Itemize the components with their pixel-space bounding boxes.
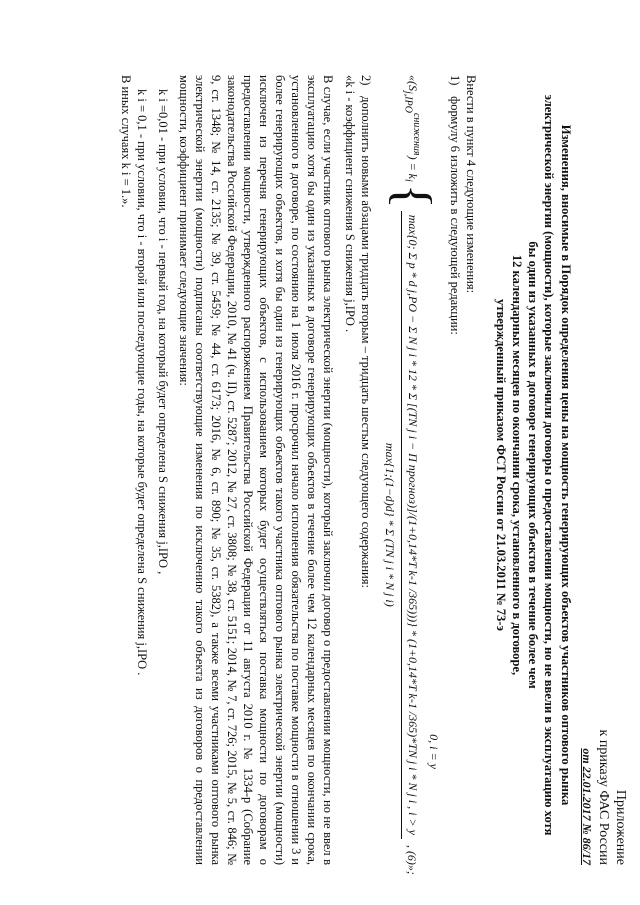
formula-fraction: [382, 211, 422, 839]
appendix-order: к приказу ФАС России: [596, 729, 612, 865]
formula-label: , (6)»;: [405, 844, 420, 875]
condition-other-cases: В иных случаях k i = 1.».: [118, 75, 133, 208]
coefficient-definition: «k i - коэффициент снижения S снижения j,IPO .: [342, 75, 357, 333]
formula-brace: {: [383, 183, 441, 209]
list-item-1: [447, 75, 463, 865]
formula-lhs: «$(S_{j,IPO}^{снижения}) = k_i$: [402, 75, 423, 182]
condition-first-year: k i =0,01 - при условии, что i - первый год, на который будет определена S снижения j,IPO ,: [155, 89, 170, 575]
title-line-1: Изменения, вносимые в Порядок определения цены на мощность генерирующих объектов участников оптового рынка: [558, 124, 573, 806]
title-line-4: 12 календарных месяцев по окончании срока, установленного в договоре,: [510, 254, 525, 676]
list-item-1-text: формулу 6 изложить в следующей редакции:: [448, 96, 463, 335]
appendix-label: Приложение: [613, 789, 628, 865]
formula-cases: [382, 211, 441, 839]
formula-denominator: max{1;(1−d)d} * Σ (TN j i * N j i): [383, 442, 398, 607]
title-line-2: электрической энергии (мощности), которые заключили договоры о предоставлении мощности, но не ввели в эксплуатацию хотя: [542, 94, 557, 836]
intro-text: Внести в пункт 4 следующие изменения:: [464, 75, 479, 294]
appendix-date-number: от 22.01.2017 № 86/17: [580, 748, 595, 865]
title-line-5: утвержденный приказом ФСТ России от 21.03.2011 № 73-э: [494, 299, 509, 631]
appendix-header: [578, 75, 628, 865]
formula-6: [382, 75, 442, 875]
main-paragraph: В случае, если участник оптового рынка электрической энергии (мощности), который заключил договор о предоставлении мощности, но не ввел в эксплуатацию хотя бы один из указанных в договоре генерирующих объектов в течение более чем 12 календарных месяцев по окончании срока, установленного в договоре, по состоянию на 1 июля 2016 г. просрочил начало исполнения обязательства по поставке мощности в отношении 3 и более генерирующих объектов, и хотя бы один из генерирующих объектов такого участника оптового рынка электрической энергии (мощности) исключен из перечня генерирующих объектов, с использованием которых будет осуществляться поставка мощности по договорам о предоставлении мощности, утвержденного распоряжением Правительства Российской Федерации от 11 августа 2010 г. № 1334-р (Собрание законодательства Российской Федерации, 2010, № 41 (ч. II), ст. 5287; 2012, № 27, ст. 3808; № 38, ст. 5151; 2014, № 7, ст. 726; 2015, № 5, ст. 846; № 9, ст. 1348; № 14, ст. 2135; № 39, ст. 5459; № 44, ст. 6173; 2016, № 6, ст. 890; № 35, ст. 5382), а также всеми участниками оптового рынка электрической энергии (мощности) подписаны соответствующие изменения по исключению такого объекта из договоров о предоставлении мощности, коэффициент принимает следующие значения:: [176, 75, 335, 865]
list-item-2-number: 2): [358, 75, 373, 86]
formula-case-zero: 0, i = y: [427, 734, 442, 769]
list-item-2-text: дополнить новыми абзацами тридцать вторым – тридцать шестым следующего содержания:: [358, 96, 373, 588]
title-line-3: бы один из указанных в договоре генерирующих объектов в течение более чем: [526, 241, 541, 689]
condition-subsequent-years: k i = 0,1 - при условии, что i - второй или последующие годы, на которые будет определена S снижения j,IPO .: [134, 89, 149, 676]
list-item-1-number: 1): [448, 75, 463, 86]
document-title: [493, 75, 574, 855]
list-item-2: [358, 75, 374, 865]
formula-numerator: max{0; Σ p * d j,PO − Σ N j i * 12 * Σ [(TN j i − Π прогноз)]/(1+0,14*T k-1 /365)))} * (1+0,14*T k-1 /365)*TN j i * N j i , i > y: [401, 211, 421, 839]
